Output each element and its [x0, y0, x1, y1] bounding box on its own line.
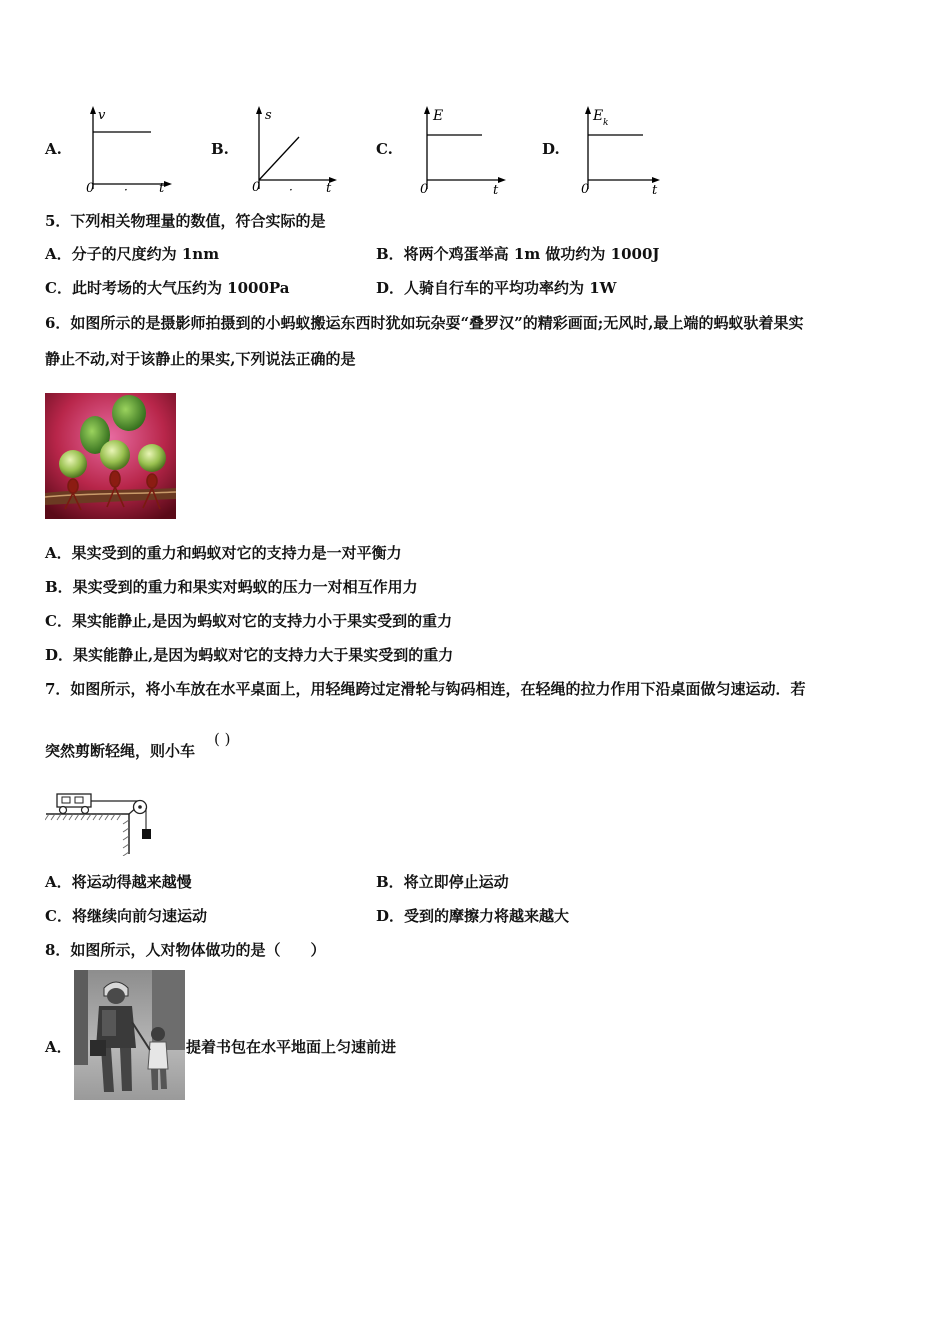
cart-pulley-diagram [45, 790, 157, 856]
q6-stem-line1: 6．如图所示的是摄影师拍摄到的小蚂蚁搬运东西时犹如玩杂耍“叠罗汉”的精彩画面;无风时,最上端的蚂蚁驮着果实 [45, 314, 804, 332]
q4-option-d-label: D. [542, 140, 560, 158]
q4-graph-b-xaxis: t [326, 181, 332, 196]
q7-option-d: D．受到的摩擦力将越来越大 [376, 907, 570, 925]
adult-child-carrying-bag-photo [74, 970, 185, 1100]
q4-graph-d [572, 104, 672, 196]
q7-option-b: B．将立即停止运动 [376, 873, 509, 891]
q4-graph-a-xaxis: t [159, 181, 165, 196]
q4-graph-d-xaxis: t [652, 183, 658, 196]
q5-option-b: B．将两个鸡蛋举高 1m 做功约为 1000J [376, 245, 660, 263]
q4-option-c-label: C. [376, 140, 393, 158]
q5-option-c: C．此时考场的大气压约为 1000Pa [45, 279, 290, 297]
q4-graph-b [245, 104, 345, 196]
q6-option-b: B．果实受到的重力和果实对蚂蚁的压力一对相互作用力 [45, 578, 418, 596]
q4-option-a-label: A. [45, 140, 62, 158]
q4-graph-d-origin: 0 [581, 182, 590, 196]
q4-graph-b-origin: 0 [252, 180, 261, 195]
q8-option-a-label: A． [45, 1038, 72, 1056]
q4-graph-a [78, 104, 178, 196]
ants-carrying-fruit-image [45, 393, 176, 519]
q7-stem-line1: 7．如图所示，将小车放在水平桌面上，用轻绳跨过定滑轮与钩码相连，在轻绳的拉力作用下沿桌面做匀速运动．若 [45, 680, 806, 698]
q4-graph-c [410, 104, 510, 196]
q4-graph-b-extra: · [289, 183, 293, 196]
q6-option-a: A．果实受到的重力和蚂蚁对它的支持力是一对平衡力 [45, 544, 402, 562]
q4-graph-a-yaxis: v [98, 108, 106, 123]
q5-option-a: A．分子的尺度约为 1nm [45, 245, 220, 263]
q4-graph-c-xaxis: t [493, 183, 499, 196]
q7-option-a: A．将运动得越来越慢 [45, 873, 192, 891]
q8-option-a-text: 提着书包在水平地面上匀速前进 [186, 1038, 397, 1056]
q4-option-b-label: B. [211, 140, 229, 158]
q4-graph-a-origin: 0 [86, 181, 95, 196]
q6-option-d: D．果实能静止,是因为蚂蚁对它的支持力大于果实受到的重力 [45, 646, 454, 664]
q6-option-c: C．果实能静止,是因为蚂蚁对它的支持力小于果实受到的重力 [45, 612, 453, 630]
q6-stem-line2: 静止不动,对于该静止的果实,下列说法正确的是 [45, 350, 356, 368]
q4-graph-d-yaxis: E [593, 108, 604, 124]
q7-stem-line2: 突然剪断轻绳，则小车 [45, 742, 196, 760]
q4-graph-c-origin: 0 [420, 182, 429, 196]
q7-answer-paren: ( ) [214, 730, 231, 748]
q4-graph-c-yaxis: E [433, 108, 444, 124]
q4-graph-d-yaxis-sub: k [603, 118, 609, 128]
q4-graph-a-extra: · [124, 183, 128, 196]
q5-option-d: D．人骑自行车的平均功率约为 1W [376, 279, 617, 297]
q4-graph-b-yaxis: s [265, 108, 272, 123]
q8-stem: 8．如图所示，人对物体做功的是（ ） [45, 941, 326, 959]
q7-option-c: C．将继续向前匀速运动 [45, 907, 207, 925]
q5-stem: 5．下列相关物理量的数值，符合实际的是 [45, 212, 326, 230]
